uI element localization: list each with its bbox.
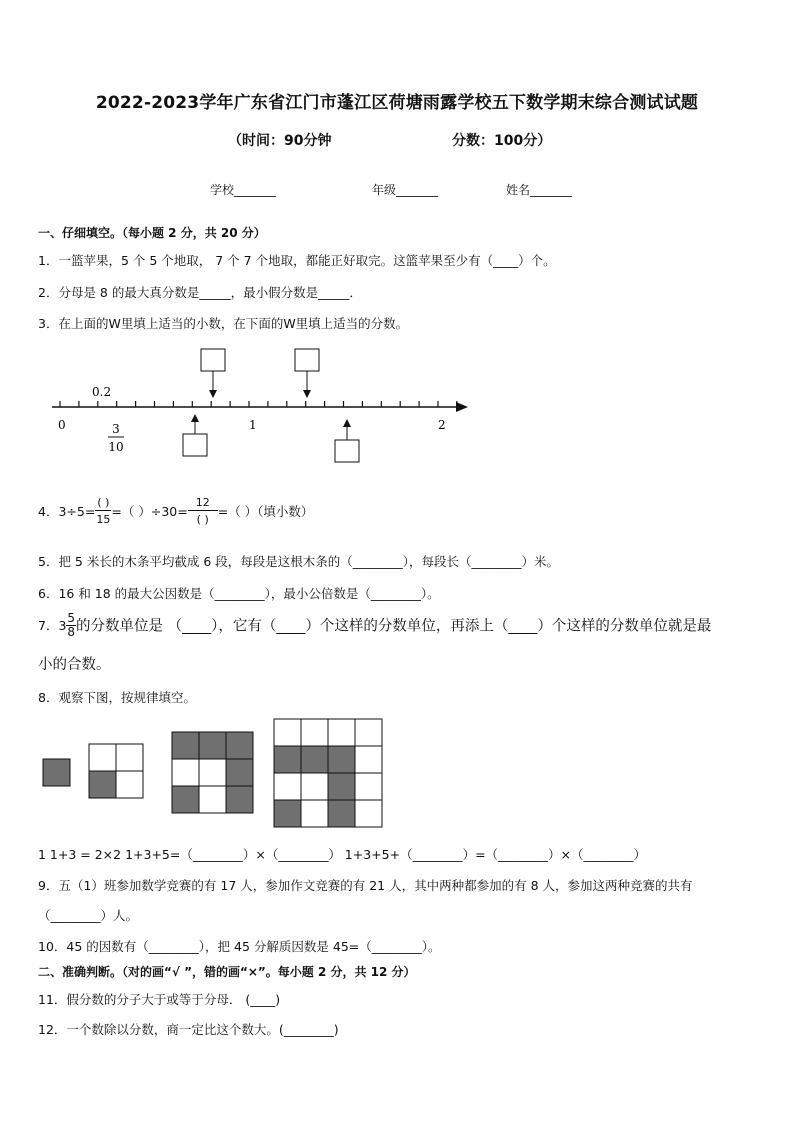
grid-4-cell [328,800,355,827]
arrow-head-down-2 [303,390,311,398]
grid-2-cell [116,771,143,798]
arrow-head-up-2 [343,419,351,427]
question-4 [38,497,313,525]
grid-4-cell [328,773,355,800]
grade-field: 年级_______ [372,183,439,197]
grid-3-cell [226,732,253,759]
fraction-numerator: 3 [112,422,120,436]
square-pattern-figure [40,715,390,830]
q4-fraction-1 [95,497,111,525]
question-1: 1．一篮苹果，5 个 5 个地取， 7 个 7 个地取，都能正好取完。这篮苹果至少有（____）个。 [38,253,556,268]
grid-4-cell [355,800,382,827]
q7-prefix: 7．3 [38,618,67,633]
grid-3-cell [226,759,253,786]
grid-4-cell [274,746,301,773]
q7-fraction [66,612,76,638]
q4-mid: =（ ）÷30= [111,504,188,519]
grid-2-cell [89,771,116,798]
grid-3-cell [226,786,253,813]
question-2: 2．分母是 8 的最大真分数是_____，最小假分数是_____． [38,285,362,300]
grid-1-cell [43,759,70,786]
question-8: 8．观察下图，按规律填空。 [38,690,196,705]
question-5: 5．把 5 米长的木条平均截成 6 段，每段是这根木条的（________），每段长（________）米。 [38,554,560,569]
question-3: 3．在上面的W里填上适当的小数，在下面的W里填上适当的分数。 [38,316,409,331]
q4-f1-num: ( ) [97,496,110,509]
q4-suffix: =（ ）（填小数） [217,504,314,519]
number-line-figure [40,345,480,465]
question-7-line2: 小的合数。 [38,657,111,673]
question-6: 6．16 和 18 的最大公因数是（________），最小公倍数是（________）。 [38,586,440,601]
grid-4-cell [328,746,355,773]
grid-3-cell [199,732,226,759]
label-0.2: 0.2 [92,385,112,399]
question-8-formula: 1 1+3 = 2×2 1+3+5=（________）×（________） 1+3+5+（________）=（________）×（________） [38,847,647,862]
label-1: 1 [249,418,257,432]
grid-4-cell [274,800,301,827]
school-field: 学校_______ [210,183,277,197]
grid-4-cell [355,746,382,773]
exam-time: （时间：90分钟 [228,133,332,149]
question-9: 9．五（1）班参加数学竞赛的有 17 人，参加作文竞赛的有 21 人，其中两种都参加的有 8 人，参加这两种竞赛的共有 [38,878,693,893]
q4-f2-den: ( ) [196,513,209,526]
question-12: 12．一个数除以分数，商一定比这个数大。(________) [38,1022,339,1037]
q4-prefix: 4．3÷5= [38,504,96,519]
grid-3-cell [172,759,199,786]
exam-score: 分数：100分） [452,133,552,149]
q4-f1-den: 15 [96,513,111,526]
answer-box-top-2[interactable] [295,349,319,371]
label-0: 0 [58,418,66,432]
question-11: 11．假分数的分子大于或等于分母． (____) [38,992,281,1007]
question-7 [38,612,711,638]
grid-4-cell [355,773,382,800]
label-2: 2 [438,418,446,432]
grid-3-cell [172,732,199,759]
arrow-head-up-1 [191,414,199,422]
grid-4-cell [328,719,355,746]
grid-3-cell [172,786,199,813]
grid-4-cell [274,719,301,746]
page-title: 2022-2023学年广东省江门市蓬江区荷塘雨露学校五下数学期末综合测试试题 [95,93,699,113]
number-line-axis [52,402,468,412]
q4-f2-num: 12 [188,497,218,511]
q7-rest: 的分数单位是 （____），它有（____）个这样的分数单位，再添上（____）个这样的分数单位就是最 [76,618,712,635]
answer-box-top-1[interactable] [201,349,225,371]
grid-4-cell [301,773,328,800]
grid-4-cell [355,719,382,746]
name-field: 姓名_______ [506,183,573,197]
fraction-denominator: 10 [108,440,124,454]
q7-den: 8 [67,625,76,639]
question-9-line2: （________）人。 [38,908,139,923]
q7-num: 5 [67,611,76,625]
question-10: 10．45 的因数有（________），把 45 分解质因数是 45=（________）。 [38,939,441,954]
q4-fraction-2 [188,497,218,525]
section-1-heading: 一、仔细填空。（每小题 2 分，共 20 分） [38,226,266,240]
grid-2-cell [89,744,116,771]
section-2-heading: 二、准确判断。（对的画“√ ”，错的画“×”。每小题 2 分，共 12 分） [38,965,416,979]
grid-4-cell [274,773,301,800]
grid-3-cell [199,786,226,813]
grid-4-cell [301,719,328,746]
answer-box-bottom-2[interactable] [335,440,359,462]
grid-3-cell [199,759,226,786]
answer-box-bottom-1[interactable] [183,434,207,456]
grid-4-cell [301,746,328,773]
arrow-head-down-1 [209,390,217,398]
grid-4-cell [301,800,328,827]
grid-2-cell [116,744,143,771]
number-line-ticks [60,401,457,407]
